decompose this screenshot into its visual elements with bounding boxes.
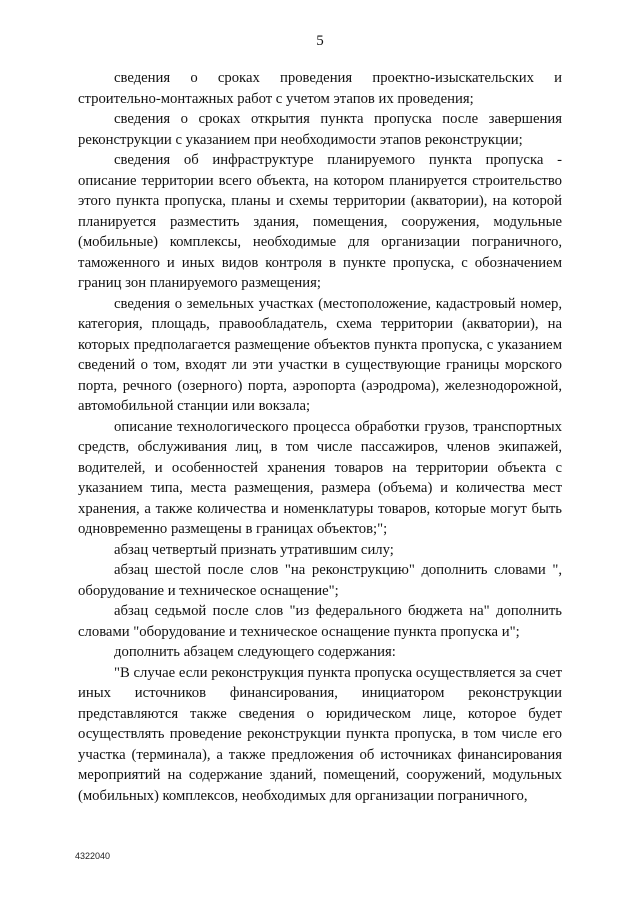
paragraph: дополнить абзацем следующего содержания: [114, 644, 396, 660]
paragraph: абзац шестой после слов "на реконструкцию" дополнить словами ", оборудование и техническое оснащение"; [78, 562, 562, 599]
page-number: 5 [316, 33, 324, 49]
paragraph: сведения об инфраструктуре планируемого пункта пропуска - описание территории всего объекта, на котором планируется строительство этого пункта пропуска, планы и схемы территории (акватории), на которой планируется разместить здания, помещения, сооружения, модульные (мобильные) комплексы, необходимые для организации пограничного, таможенного и иных видов контроля в пункте пропуска, с обозначением границ зон планируемого размещения; [78, 152, 562, 291]
paragraph: абзац четвертый признать утратившим силу; [114, 541, 394, 558]
paragraph: сведения о земельных участках (местоположение, кадастровый номер, категория, площадь, правообладатель, схема территории (акватории), на которых предполагается размещение объектов пункта пропуска, с указанием сведений о том, входят ли эти участки в существующие границы морского порта, речного (озерного) порта, аэропорта (аэродрома), железнодорожной, автомобильной станции или вокзала; [78, 295, 562, 414]
paragraph: сведения о сроках открытия пункта пропуска после завершения реконструкции с указанием при необходимости этапов реконструкции; [78, 111, 562, 148]
paragraph: "В случае если реконструкция пункта пропуска осуществляется за счет иных источников финансирования, инициатором реконструкции представляются также сведения о юридическом лице, которое будет осуществлять проведение реконструкции пункта пропуска, в том числе его участка (терминала), а также предложения об источниках финансирования мероприятий на содержание зданий, помещений, сооружений, модульных (мобильных) комплексов, необходимых для организации пограничного, [78, 664, 562, 804]
paragraph: абзац седьмой после слов "из федерального бюджета на" дополнить словами "оборудование и техническое оснащение пункта пропуска и"; [78, 603, 562, 640]
document-code: 4322040 [75, 851, 111, 861]
document-body [78, 68, 562, 806]
paragraph: описание технологического процесса обработки грузов, транспортных средств, обслуживания лиц, в том числе пассажиров, членов экипажей, водителей, и особенностей хранения товаров на территории объекта с указанием типа, места размещения, размера (объема) и количества мест хранения, а также количества и номенклатуры товаров, которые могут быть одновременно размещены в границах объектов;"; [78, 418, 562, 537]
paragraph: сведения о сроках проведения проектно-изыскательских и строительно-монтажных работ с учетом этапов их проведения; [78, 70, 562, 107]
